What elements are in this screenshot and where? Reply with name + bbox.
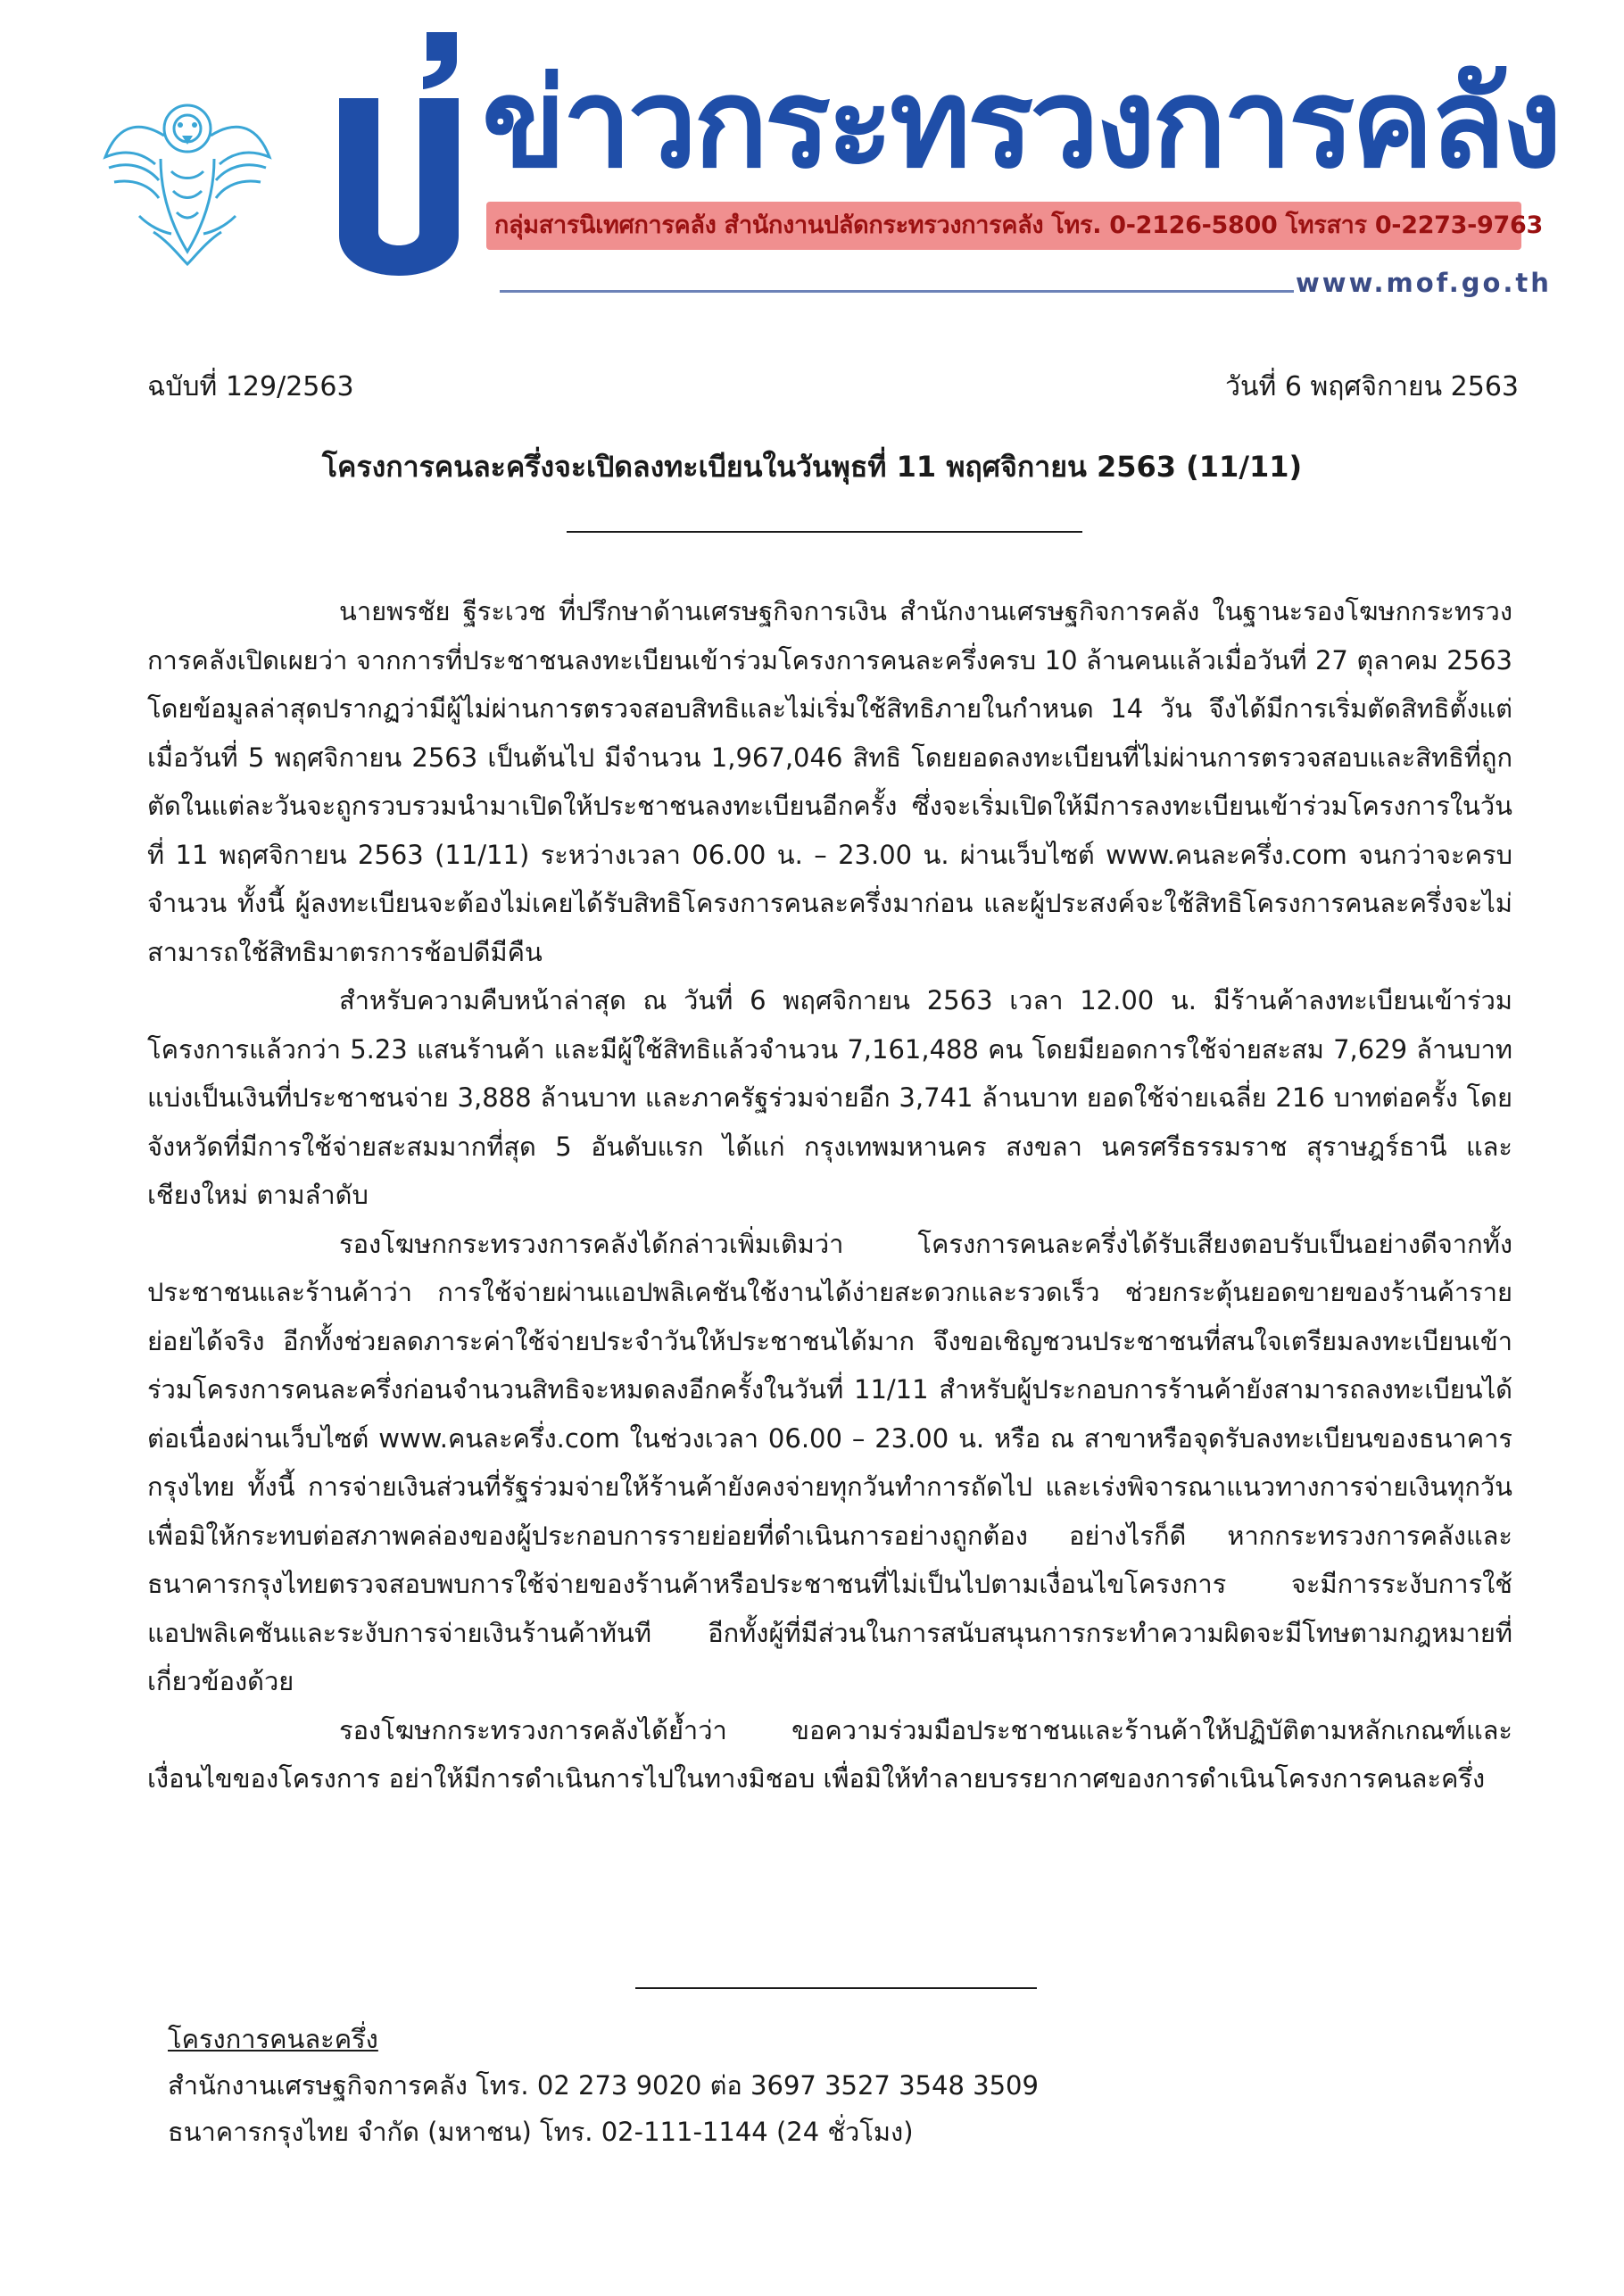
document-title: โครงการคนละครึ่งจะเปิดลงทะเบียนในวันพุธที่ 11 พฤศจิกายน 2563 (11/11): [321, 450, 1303, 484]
paragraph: นายพรชัย ฐีระเวช ที่ปรึกษาด้านเศรษฐกิจการเงิน สำนักงานเศรษฐกิจการคลัง ในฐานะรองโฆษกกระทรวงการคลังเปิดเผยว่า จากการที่ประชาชนลงทะเบียนเข้าร่วมโครงการคนละครึ่งครบ 10 ล้านคนแล้วเมื่อวันที่ 27 ตุลาคม 2563 โดยข้อมูลล่าสุดปรากฏว่ามีผู้ไม่ผ่านการตรวจสอบสิทธิและไม่เริ่มใช้สิทธิภายในกำหนด 14 วัน จึงได้มีการเริ่มตัดสิทธิตั้งแต่เมื่อวันที่ 5 พฤศจิกายน 2563 เป็นต้นไป มีจำนวน 1,967,046 สิทธิ โดยยอดลงทะเบียนที่ไม่ผ่านการตรวจสอบและสิทธิที่ถูกตัดในแต่ละวันจะถูกรวบรวมนำมาเปิดให้ประชาชนลงทะเบียนอีกครั้ง ซึ่งจะเริ่มเปิดให้มีการลงทะเบียนเข้าร่วมโครงการในวันที่ 11 พฤศจิกายน 2563 (11/11) ระหว่างเวลา 06.00 น. – 23.00 น. ผ่านเว็บไซต์ www.คนละครึ่ง.com จนกว่าจะครบจำนวน ทั้งนี้ ผู้ลงทะเบียนจะต้องไม่เคยได้รับสิทธิโครงการคนละครึ่งมาก่อน และผู้ประสงค์จะใช้สิทธิโครงการคนละครึ่งจะไม่สามารถใช้สิทธิมาตรการช้อปดีมีคืน: [147, 596, 1512, 967]
paragraph: สำหรับความคืบหน้าล่าสุด ณ วันที่ 6 พฤศจิกายน 2563 เวลา 12.00 น. มีร้านค้าลงทะเบียนเข้าร่วมโครงการแล้วกว่า 5.23 แสนร้านค้า และมีผู้ใช้สิทธิแล้วจำนวน 7,161,488 คน โดยมียอดการใช้จ่ายสะสม 7,629 ล้านบาท แบ่งเป็นเงินที่ประชาชนจ่าย 3,888 ล้านบาท และภาครัฐร่วมจ่ายอีก 3,741 ล้านบาท ยอดใช้จ่ายเฉลี่ย 216 บาทต่อครั้ง โดยจังหวัดที่มีการใช้จ่ายสะสมมากที่สุด 5 อันดับแรก ได้แก่ กรุงเทพมหานคร สงขลา นครศรีธรรมราช สุราษฎร์ธานี และเชียงใหม่ ตามลำดับ: [147, 985, 1512, 1210]
website-link[interactable]: www.mof.go.th: [1296, 268, 1552, 298]
issue-date: วันที่ 6 พฤศจิกายน 2563: [1225, 371, 1519, 402]
masthead-big-glyph: [323, 25, 475, 293]
header-divider: [500, 290, 1294, 293]
contact-line: กลุ่มสารนิเทศการคลัง สำนักงานปลัดกระทรวงการคลัง โทร. 0-2126-5800 โทรสาร 0-2273-9763: [494, 211, 1544, 239]
end-divider: [635, 1987, 1037, 1989]
body-content: [147, 587, 1512, 1803]
title-divider: [567, 531, 1082, 533]
paragraph: รองโฆษกกระทรวงการคลังได้กล่าวเพิ่มเติมว่า โครงการคนละครึ่งได้รับเสียงตอบรับเป็นอย่างดีจากทั้งประชาชนและร้านค้าว่า การใช้จ่ายผ่านแอปพลิเคชันใช้งานได้ง่ายสะดวกและรวดเร็ว ช่วยกระตุ้นยอดขายของร้านค้ารายย่อยได้จริง อีกทั้งช่วยลดภาระค่าใช้จ่ายประจำวันให้ประชาชนได้มาก จึงขอเชิญชวนประชาชนที่สนใจเตรียมลงทะเบียนเข้าร่วมโครงการคนละครึ่งก่อนจำนวนสิทธิจะหมดลงอีกครั้งในวันที่ 11/11 สำหรับผู้ประกอบการร้านค้ายังสามารถลงทะเบียนได้ต่อเนื่องผ่านเว็บไซต์ www.คนละครึ่ง.com ในช่วงเวลา 06.00 – 23.00 น. หรือ ณ สาขาหรือจุดรับลงทะเบียนของธนาคารกรุงไทย ทั้งนี้ การจ่ายเงินส่วนที่รัฐร่วมจ่ายให้ร้านค้ายังคงจ่ายทุกวันทำการถัดไป และเร่งพิจารณาแนวทางการจ่ายเงินทุกวันเพื่อมิให้กระทบต่อสภาพคล่องของผู้ประกอบการรายย่อยที่ดำเนินการอย่างถูกต้อง อย่างไรก็ดี หากกระทรวงการคลังและธนาคารกรุงไทยตรวจสอบพบการใช้จ่ายของร้านค้าหรือประชาชนที่ไม่เป็นไปตามเงื่อนไขโครงการ จะมีการระงับการใช้แอปพลิเคชันและระงับการจ่ายเงินร้านค้าทันที อีกทั้งผู้ที่มีส่วนในการสนับสนุนการกระทำความผิดจะมีโทษตามกฎหมายที่เกี่ยวข้องด้วย: [147, 1228, 1512, 1696]
footer-contact-ktb: ธนาคารกรุงไทย จำกัด (มหาชน) โทร. 02-111-1144 (24 ชั่วโมง): [168, 2117, 914, 2147]
footer-heading: โครงการคนละครึ่ง: [168, 2024, 378, 2054]
masthead: [0, 0, 1624, 308]
paragraph: รองโฆษกกระทรวงการคลังได้ย้ำว่า ขอความร่วมมือประชาชนและร้านค้าให้ปฏิบัติตามหลักเกณฑ์และเงื่อนไขของโครงการ อย่าให้มีการดำเนินการไปในทางมิชอบ เพื่อมิให้ทำลายบรรยากาศของการดำเนินโครงการคนละครึ่ง: [147, 1714, 1512, 1794]
masthead-title: ข่าวกระทรวงการคลัง: [482, 52, 1559, 195]
garuda-emblem-icon: [100, 82, 275, 266]
footer-contact-fpo: สำนักงานเศรษฐกิจการคลัง โทร. 02 273 9020 ต่อ 3697 3527 3548 3509: [168, 2070, 1039, 2101]
issue-number: ฉบับที่ 129/2563: [147, 371, 354, 402]
